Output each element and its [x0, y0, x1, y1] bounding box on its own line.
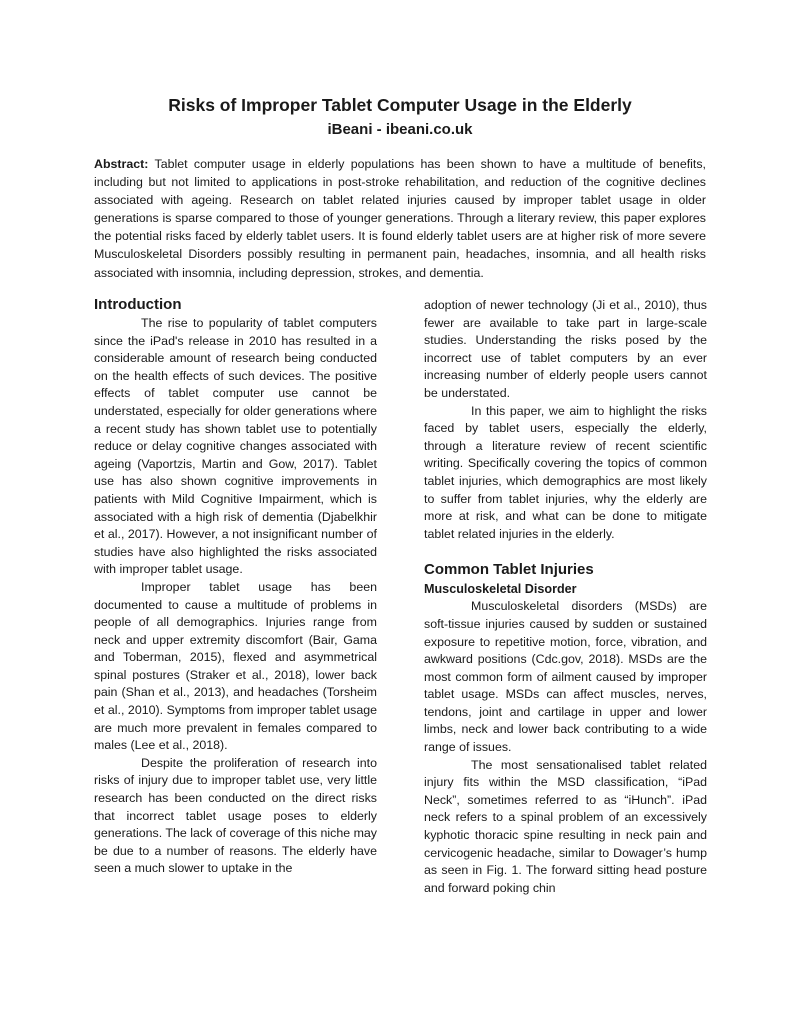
section-gap — [424, 543, 707, 560]
left-column — [94, 295, 377, 878]
intro-paragraph-2: Improper tablet usage has been documented to cause a multitude of problems in people of all demographics. Injuries range from neck and upper extremity discomfort (Bair, Gama and Toberman, 2015), flexed and asymmetrical spinal postures (Straker et al., 2018), lower back pain (Shan et al., 2013), and headaches (Torsheim et al., 2010). Symptoms from improper tablet usage are much more prevalent in females compared to males (Lee et al., 2018). — [94, 579, 377, 753]
intro-continuation-paragraph: adoption of newer technology (Ji et al., 2010), thus fewer are available to take part in large-scale studies. Understanding the risks posed by the incorrect use of tablet computers by an ever increasing number of elderly people users cannot be understated. — [424, 298, 707, 400]
subsection-heading-msd: Musculoskeletal Disorder — [424, 582, 577, 597]
abstract-label: Abstract: — [94, 157, 149, 171]
right-column — [424, 297, 707, 897]
abstract — [94, 155, 706, 282]
paper-author: iBeani - ibeani.co.uk — [327, 121, 473, 138]
intro-paragraph-3: Despite the proliferation of research into risks of injury due to improper tablet use, very little research has been conducted on the direct risks that incorrect tablet usage poses to elderly generations. The lack of coverage of this niche may be due to a number of reasons. The elderly have seen a much slower to uptake in the — [94, 755, 377, 876]
aim-paragraph: In this paper, we aim to highlight the risks faced by tablet users, especially the elderly, through a literature review of recent scientific writing. Specifically covering the topics of common tablet injuries, which demographics are most likely to suffer from tablet injuries, why the elderly are more at risk, and what can be done to mitigate tablet related injuries in the elderly. — [424, 403, 707, 541]
section-heading-introduction: Introduction — [94, 296, 182, 313]
msd-paragraph-2: The most sensationalised tablet related injury fits within the MSD classification, “iPad Neck”, sometimes referred to as “iHunch”. iPad neck refers to a spinal problem of an excessively kyphotic thoracic spine resulting in neck pain and cervicogenic headache, similar to Dowager’s hump as seen in Fig. 1. The forward sitting head posture and forward poking chin — [424, 757, 707, 895]
intro-paragraph-1: The rise to popularity of tablet computers since the iPad's release in 2010 has resulted in a considerable amount of research being conducted on the health effects of such devices. The positive effects of tablet computer use cannot be understated, especially for older generations where a recent study has shown tablet use to potentially reduce or delay cognitive changes associated with ageing (Vaportzis, Martin and Gow, 2017). Tablet use has also shown cognitive improvements in patients with Mild Cognitive Impairment, which is associated with a high risk of dementia (Djabelkhir et al., 2017). However, a not insignificant number of studies have also highlighted the risks associated with improper tablet usage. — [94, 316, 377, 577]
section-heading-common-tablet-injuries: Common Tablet Injuries — [424, 561, 594, 579]
msd-paragraph-1: Musculoskeletal disorders (MSDs) are soft-tissue injuries caused by sudden or sustained exposure to repetitive motion, force, vibration, and awkward positions (Cdc.gov, 2018). MSDs are the most common form of ailment caused by improper tablet usage. MSDs can affect muscles, nerves, tendons, joint and cartilage in upper and lower limbs, neck and lower back contributing to a wide range of issues. — [424, 599, 707, 755]
paper-title: Risks of Improper Tablet Computer Usage in the Elderly — [168, 95, 632, 115]
abstract-text: Tablet computer usage in elderly populations has been shown to have a multitude of benefits, including but not limited to applications in post-stroke rehabilitation, and reduction of the cognitive declines associated with ageing. Research on tablet related injuries caused by improper tablet usage in older generations is sparse compared to those of younger generations. Through a literary review, this paper explores the potential risks faced by elderly tablet users. It is found elderly tablet users are at higher risk of more severe Musculoskeletal Disorders possibly resulting in permanent pain, headaches, insomnia, and all health risks associated with insomnia, including depression, strokes, and dementia. — [94, 157, 706, 280]
